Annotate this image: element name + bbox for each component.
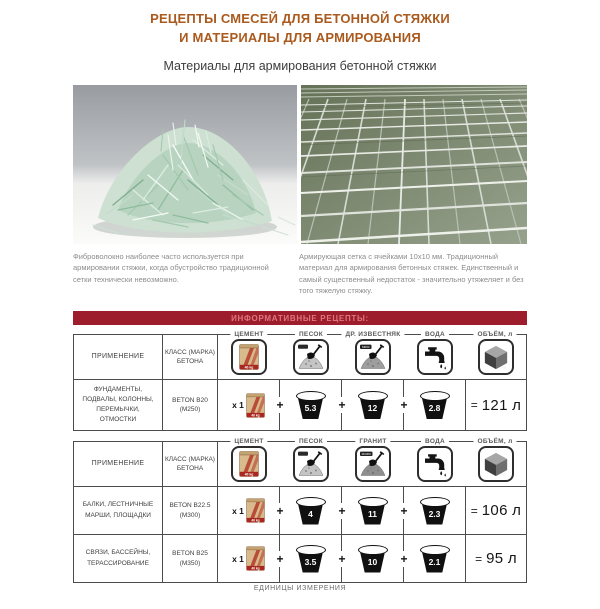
fiberglass-caption: Фиброволокно наиболее часто используется при армировании стяжки, когда обустройство традиционной сетки технически невозможно. (73, 252, 269, 284)
volume-header-cell (466, 335, 526, 379)
volume-result-cell (466, 487, 526, 534)
recipes-banner-label: ИНФОРМАТИВНЫЕ РЕЦЕПТЫ: (231, 313, 369, 323)
sand-amount: 5.3 (304, 403, 317, 413)
material-label-sand: ПЕСОК (295, 331, 327, 338)
svg-text:40 kg: 40 kg (244, 365, 254, 370)
sand-qty-cell (276, 380, 342, 430)
svg-text:М600: М600 (361, 345, 370, 349)
granite-bucket-icon (357, 497, 389, 525)
class-header: КЛАСС (МАРКА) БЕТОНА (163, 442, 218, 486)
equals-sign: = (470, 503, 478, 518)
class-name: BETON B25 (172, 550, 208, 558)
class-mark: (М300) (179, 511, 201, 519)
sand-bucket-icon (295, 497, 327, 525)
cement-bag-qty (232, 546, 265, 571)
svg-text:М1000: М1000 (361, 452, 371, 456)
water-tap-icon (417, 446, 453, 482)
water-header-cell (404, 335, 466, 379)
class-cell (163, 380, 218, 430)
volume-value: 106 л (481, 502, 522, 519)
material-label-cement: ЦЕМЕНТ (230, 331, 267, 338)
cement-qty-cell (218, 380, 280, 430)
class-name: BETON B20 (172, 396, 208, 404)
svg-text:vol: vol (501, 365, 506, 370)
plus-sign: + (338, 551, 346, 566)
cement-bag-qty (232, 498, 265, 523)
volume-result-cell (466, 380, 526, 430)
limestone-bucket-icon (357, 391, 389, 419)
water-amount: 2.8 (428, 403, 441, 413)
cement-bag-icon (246, 498, 265, 523)
volume-cube-icon (478, 446, 514, 482)
cement-bag-icon (231, 339, 267, 375)
section-subtitle: Материалы для армирования бетонной стяжки (163, 59, 437, 73)
plus-sign: + (400, 503, 408, 518)
granite-amount: 10 (367, 556, 378, 567)
recipe-table-limestone (73, 331, 527, 431)
fiberglass-illustration (73, 85, 297, 244)
material-label-water: ВОДА (421, 331, 449, 338)
water-bucket-icon (419, 497, 451, 525)
sand-header-cell (280, 442, 342, 486)
recipe-row-b20 (74, 379, 526, 430)
recipe-row-b22-5 (74, 486, 526, 534)
plus-sign: + (338, 503, 346, 518)
units-footnote: ЕДИНИЦЫ ИЗМЕРЕНИЯ (253, 585, 347, 592)
volume-value: 121 л (481, 396, 522, 414)
plus-sign: + (400, 551, 408, 566)
volume-cube-icon (478, 339, 514, 375)
cement-bag-icon (246, 546, 265, 571)
plus-sign: + (276, 503, 284, 518)
sand-qty-cell (276, 487, 342, 534)
class-name: BETON B22.5 (169, 502, 211, 510)
class-cell (163, 487, 218, 534)
sand-amount: 3.5 (304, 556, 317, 567)
page-title-line1: РЕЦЕПТЫ СМЕСЕЙ ДЛЯ БЕТОННОЙ СТЯЖКИ (150, 11, 450, 26)
granite-shovel-icon (355, 446, 391, 482)
cement-multiplier: х 1 (232, 400, 244, 410)
material-label-granite: ГРАНИТ (355, 438, 390, 445)
granite-qty-cell (338, 487, 404, 534)
sand-qty-cell (276, 535, 342, 582)
volume-value: 95 л (486, 550, 517, 567)
svg-text:40 kg: 40 kg (251, 412, 260, 417)
volume-result-cell (466, 535, 526, 582)
svg-text:40 kg: 40 kg (251, 518, 260, 523)
sand-bucket-icon (295, 391, 327, 419)
material-label-volume: ОБЪЁМ, л (473, 438, 516, 445)
limestone-amount: 12 (367, 403, 378, 413)
sand-bucket-icon (295, 545, 327, 573)
material-label-limestone: ДР. ИЗВЕСТНЯК (341, 331, 404, 338)
water-header-cell (404, 442, 466, 486)
page-title (0, 10, 600, 48)
equals-sign: = (475, 551, 483, 566)
cement-bag-qty (232, 393, 265, 418)
water-tap-icon (417, 339, 453, 375)
cement-qty-cell (218, 535, 280, 582)
application-header: ПРИМЕНЕНИЕ (74, 335, 163, 379)
material-label-sand: ПЕСОК (295, 438, 327, 445)
sand-shovel-icon (293, 446, 329, 482)
fiberglass-photo (73, 85, 297, 244)
material-label-cement: ЦЕМЕНТ (230, 438, 267, 445)
limestone-header-cell (342, 335, 404, 379)
class-mark: (М250) (179, 406, 201, 413)
mesh-caption: Армирующая сетка с ячейками 10х10 мм. Традиционный материал для армирования бетонных стяжек. Единственный и самый существенный недостаток - значительно утяжеляет и без того тяжелую стяжку. (299, 252, 524, 295)
recipe-table-granite (73, 438, 527, 583)
plus-sign: + (276, 551, 284, 566)
plus-sign: + (400, 398, 408, 412)
table-header-row (74, 442, 526, 486)
application-header: ПРИМЕНЕНИЕ (74, 442, 163, 486)
cement-multiplier: х 1 (232, 553, 244, 564)
cement-qty-cell (218, 487, 280, 534)
cement-bag-icon (246, 393, 265, 418)
application-cell: СВЯЗИ, БАССЕЙНЫ, ТЕРАССИРОВАНИЕ (74, 535, 163, 582)
equals-sign: = (470, 398, 478, 412)
caption-row (73, 251, 527, 296)
sand-header-cell (280, 335, 342, 379)
class-header: КЛАСС (МАРКА) БЕТОНА (163, 335, 218, 379)
recipes-banner (73, 311, 527, 325)
svg-text:vol: vol (501, 472, 506, 477)
mesh-photo (301, 85, 527, 244)
water-amount: 2.1 (428, 556, 441, 567)
cement-header-cell (218, 335, 280, 379)
water-qty-cell (400, 487, 466, 534)
class-mark: (М350) (179, 559, 201, 567)
granite-bucket-icon (357, 545, 389, 573)
plus-sign: + (338, 398, 346, 412)
svg-text:40 kg: 40 kg (244, 472, 254, 477)
cement-multiplier: х 1 (232, 505, 244, 516)
cement-bag-icon (231, 446, 267, 482)
granite-qty-cell (338, 535, 404, 582)
granite-header-cell (342, 442, 404, 486)
water-qty-cell (400, 535, 466, 582)
plus-sign: + (276, 398, 284, 412)
limestone-shovel-icon (355, 339, 391, 375)
class-cell (163, 535, 218, 582)
water-amount: 2.3 (428, 508, 441, 519)
figure-row (73, 85, 527, 244)
granite-amount: 11 (368, 508, 377, 519)
recipe-row-b25 (74, 534, 526, 582)
application-cell: БАЛКИ, ЛЕСТНИЧНЫЕ МАРШИ, ПЛОЩАДКИ (74, 487, 163, 534)
material-label-water: ВОДА (421, 438, 449, 445)
mesh-illustration (301, 85, 527, 244)
sand-shovel-icon (293, 339, 329, 375)
limestone-qty-cell (338, 380, 404, 430)
page-title-line2: И МАТЕРИАЛЫ ДЛЯ АРМИРОВАНИЯ (179, 29, 421, 45)
table-header-row (74, 335, 526, 379)
material-label-volume: ОБЪЁМ, л (473, 331, 516, 338)
volume-header-cell (466, 442, 526, 486)
svg-text:40 kg: 40 kg (251, 566, 260, 571)
application-cell: ФУНДАМЕНТЫ, ПОДВАЛЫ, КОЛОННЫ, ПЕРЕМЫЧКИ, ОТМОСТКИ (74, 380, 163, 430)
water-bucket-icon (419, 391, 451, 419)
water-qty-cell (400, 380, 466, 430)
sand-amount: 4 (308, 508, 313, 519)
cement-header-cell (218, 442, 280, 486)
water-bucket-icon (419, 545, 451, 573)
